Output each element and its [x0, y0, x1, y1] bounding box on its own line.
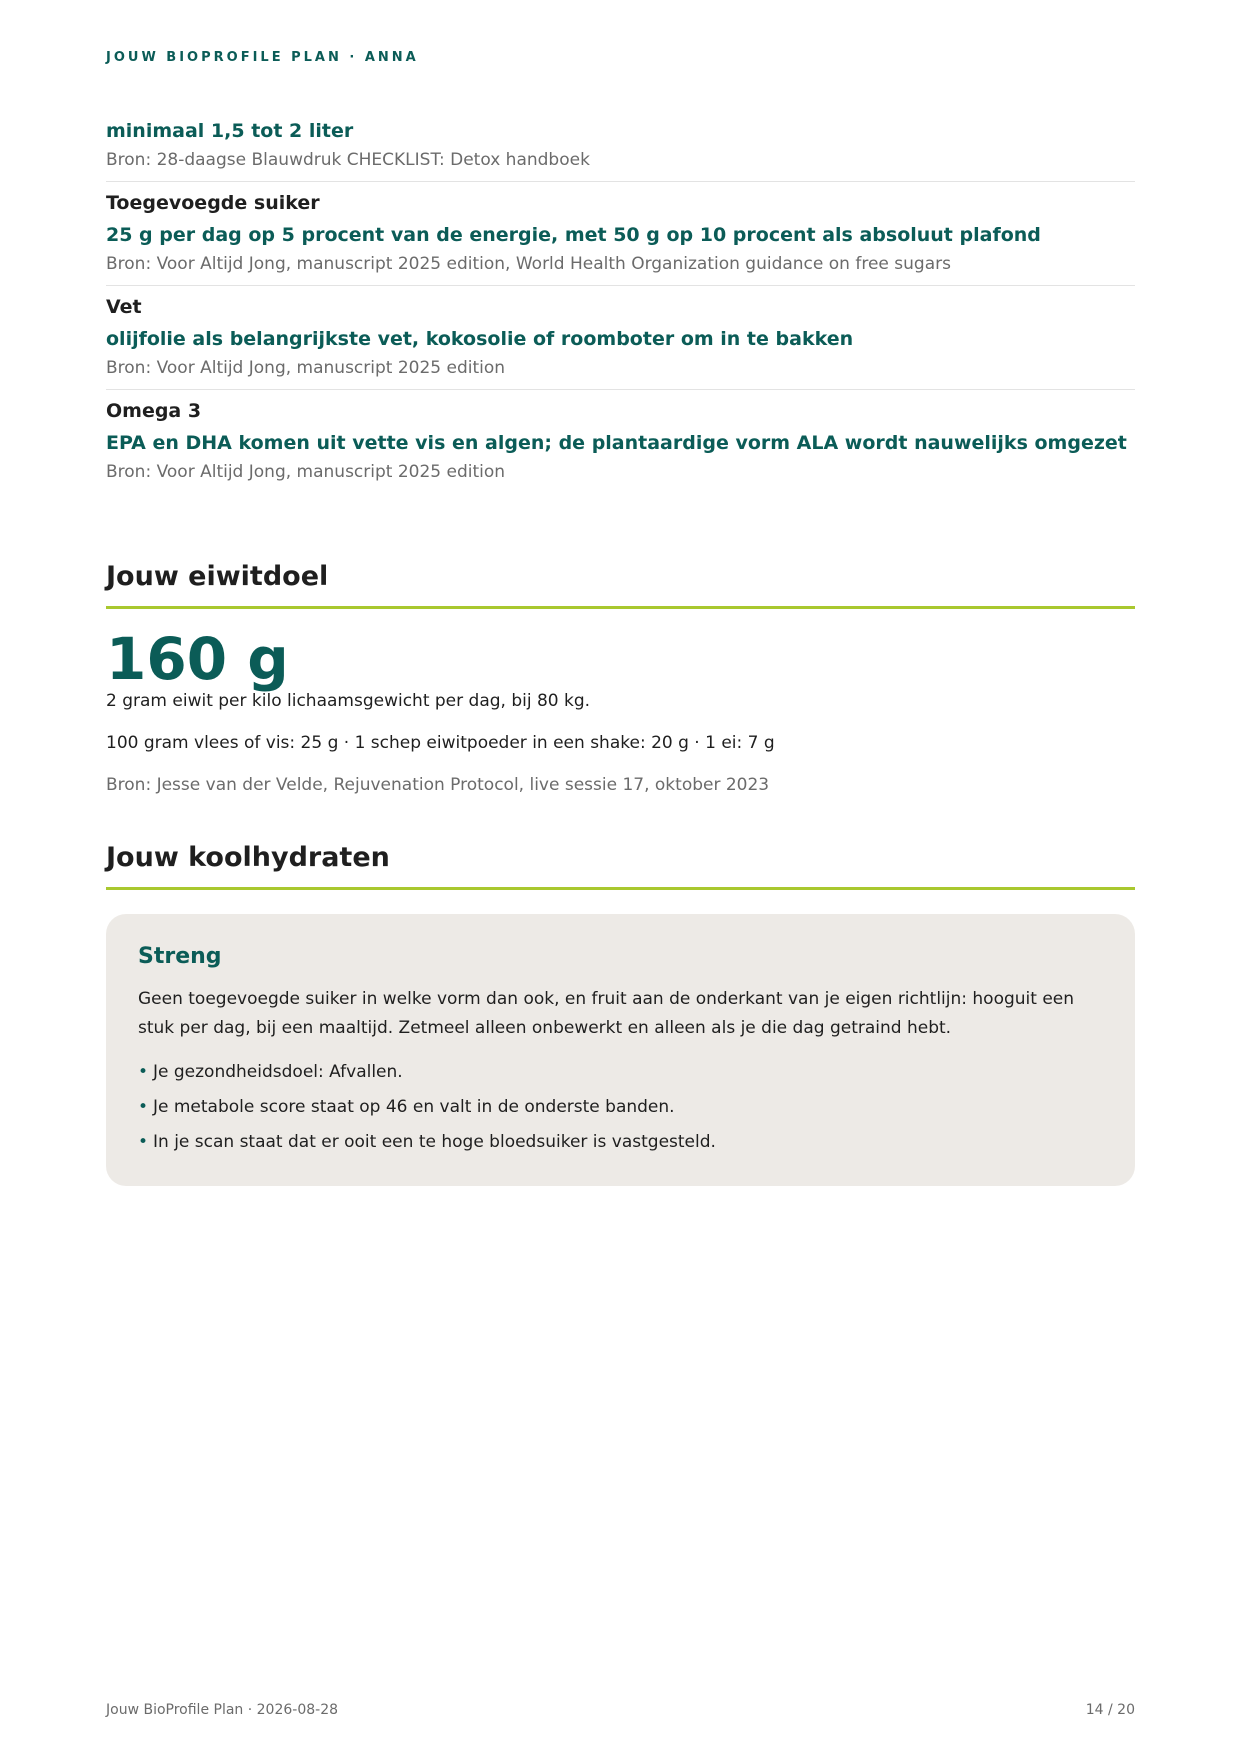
protein-description: 2 gram eiwit per kilo lichaamsgewicht per dag, bij 80 kg. — [106, 691, 591, 711]
rule-item-fat — [106, 286, 1135, 390]
protein-target-value: 160 g — [106, 625, 289, 693]
rule-value: minimaal 1,5 tot 2 liter — [106, 120, 354, 142]
rule-title: Vet — [106, 296, 142, 318]
list-item-text: In je scan staat dat er ooit een te hoge bloedsuiker is vastgesteld. — [153, 1132, 716, 1152]
rule-item-omega3 — [106, 390, 1135, 493]
list-item — [138, 1055, 1103, 1090]
carbs-reason-list — [138, 1055, 1103, 1160]
bullet-icon: • — [138, 1097, 149, 1117]
protein-source: Bron: Jesse van der Velde, Rejuvenation Protocol, live sessie 17, oktober 2023 — [106, 775, 770, 795]
rule-title: Toegevoegde suiker — [106, 192, 320, 214]
rule-source: Bron: 28-daagse Blauwdruk CHECKLIST: Detox handboek — [106, 150, 590, 170]
protein-examples: 100 gram vlees of vis: 25 g · 1 schep eiwitpoeder in een shake: 20 g · 1 ei: 7 g — [106, 733, 775, 753]
rule-value: EPA en DHA komen uit vette vis en algen; de plantaardige vorm ALA wordt nauwelijks omgezet — [106, 432, 1127, 454]
rule-value: 25 g per dag op 5 procent van de energie, met 50 g op 10 procent als absoluut plafond — [106, 224, 1041, 246]
carbs-card-title: Streng — [138, 944, 222, 969]
bullet-icon: • — [138, 1132, 149, 1152]
rule-title: Omega 3 — [106, 400, 202, 422]
protein-heading: Jouw eiwitdoel — [106, 561, 1135, 609]
page-header: JOUW BIOPROFILE PLAN · ANNA — [106, 50, 419, 65]
list-item — [138, 1125, 1103, 1160]
nutrition-rules — [106, 120, 1135, 493]
carbs-heading: Jouw koolhydraten — [106, 842, 1135, 890]
carbs-card — [106, 914, 1135, 1186]
rule-source: Bron: Voor Altijd Jong, manuscript 2025 edition — [106, 462, 506, 482]
list-item-text: Je gezondheidsdoel: Afvallen. — [153, 1062, 403, 1082]
rule-item-sugar — [106, 182, 1135, 286]
footer-title: Jouw BioProfile Plan · 2026-08-28 — [106, 1702, 339, 1718]
list-item — [138, 1090, 1103, 1125]
list-item-text: Je metabole score staat op 46 en valt in de onderste banden. — [153, 1097, 675, 1117]
rule-value: olijfolie als belangrijkste vet, kokosolie of roomboter om in te bakken — [106, 328, 854, 350]
page-number: 14 / 20 — [1085, 1702, 1135, 1718]
bullet-icon: • — [138, 1062, 149, 1082]
carbs-card-text: Geen toegevoegde suiker in welke vorm dan ook, en fruit aan de onderkant van je eigen richtlijn: hooguit een stuk per dag, bij een maaltijd. Zetmeel alleen onbewerkt en alleen als je die dag getraind hebt. — [138, 989, 1075, 1038]
rule-item-water — [106, 120, 1135, 182]
document-page — [106, 0, 1135, 1754]
rule-source: Bron: Voor Altijd Jong, manuscript 2025 edition, World Health Organization guidance on free sugars — [106, 254, 951, 274]
rule-source: Bron: Voor Altijd Jong, manuscript 2025 edition — [106, 358, 506, 378]
